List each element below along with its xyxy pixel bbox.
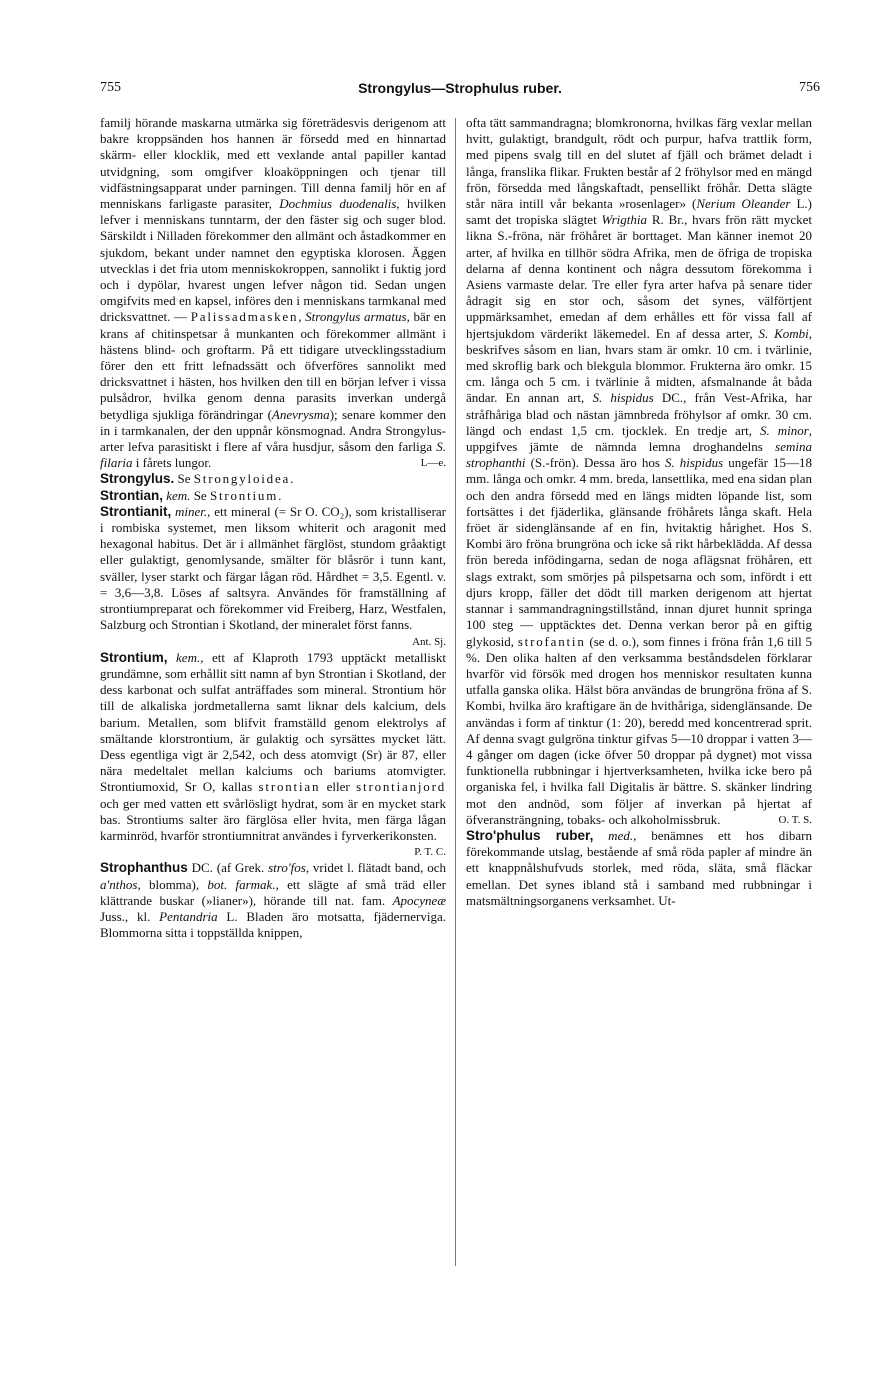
right-column <box>466 115 812 909</box>
author-signature: O. T. S. <box>778 813 812 826</box>
entry-strophanthus-continued: ofta tätt sammandragna; blomkronorna, hvilkas färg vexlar mellan hvitt, gulaktigt, brandgult, rödt och purpur, hafva trattlik form, med pipens svalg till en del slutet af fjäll och brämet deladt i långa, franslika flikar. Frukten består af 2 fröhylsor med en mängd frön, försedda med långskaftadt, pensellikt fröhår. Detta slägte står nära intill vår bekanta »rosenlager» (Nerium Oleander L.) samt det tropiska slägtet Wrigthia R. Br., hvars frön rätt mycket likna S.-fröna, när fröhåret är borttaget. Man känner inemot 20 arter, af hvilka en tillhör södra Afrika, men de öfriga de tropiska delarna af denna kontinent och några dessutom förekomma i Asiens varmaste delar. Tre eller fyra arter hafva på senare tider ådragit sig en stor och, såsom det synes, välförtjent uppmärksamhet, emedan af dem erhålles ett för vissa fall af hjertsjukdom värderikt läkemedel. En af dessa arter, S. Kombi, beskrifves såsom en lian, hvars stam är omkr. 10 cm. i tvärlinie, med skroflig bark och blekgula blommor. Frukterna äro omkr. 15 cm. långa och 5 cm. i tvärlinie å midten, afsmalnande åt båda ändar. En annan art, S. hispidus DC., från Vest-Afrika, har stråfhåriga blad och nästan jämnbreda fröhylsor af omkr. 30 cm. längd och endast 1,5 cm. tjocklek. En tredje art, S. minor, uppgifves jämte de nämnda lemna droghandelns semina strophanthi (S.-frön). Dessa äro hos S. hispidus ungefär 15—18 mm. långa och omkr. 4 mm. breda, lansettlika, med ena sidan plan och den andra försedd med en längs midten löpande list, som fortsättes i det fjäderlika, glänsande fröhårets långa skaft. Hela fröet är sidenglänsande af en fin, hvitaktig hårighet. Hos S. Kombi äro fröna brungröna och icke så rikt hårbeklädda. Af dessa frön bereda infödingarna, sedan de noga aflägsnat fröhåren, ett slags extrakt, som smörjes på pilspetsarna och som, infördt i ett djurs kropp, fäller det dödt till marken derigenom att hjertat stannar i sammandragningstillstånd, innan djuret hunnit springa 100 steg — upptäcktes det. Denna verkan beror på en giftig glykosid, strofantin (se d. o.), som finnes i fröna från 1,6 till 5 %. Den olika halten af den verksamma beståndsdelen förklarar hvarför vid försök med drogen hos menniskor resultaten kunna utfalla ganska olika. Hälst böra användas de brungröna fröna af S. Kombi, hvilka äro kraftigare än de hvithåriga, sidenglänsande. De användas i form af tinktur (1: 20), beredd med koncentrerad sprit. Af denna svagt gulgröna tinktur gifvas 5—10 droppar i vatten 3—4 gånger om dagen (icke öfver 50 droppar på dygnet) mot vissa funktionella rubbningar i hjertverksamheten, hvilka icke bero på organiska fel, i hvilka fall Digitalis är bättre. S. skänker lindring mot den andnöd, som följer af inverkan på hjertat af öfveransträngning, tobaks- och alkoholmissbruk. O. T. S. <box>466 115 813 827</box>
entry-strontianit: Strontianit, miner., ett mineral (= Sr O. CO₂), som kristalliserar i rombiska systemet, men liksom whiterit och aragonit med hexagonal habitus. Det är i allmänhet färglöst, stundom gråaktigt eller gulaktigt, genomlysande, smälter för blåsrör i tunn kant, sväller, lyser starkt och färgar lågan röd. Hårdhet = 3,5. Egentl. v. = 3,6—3,8. Löses af saltsyra. Användes för framställning af strontiumpreparat och förekommer vid Freiberg, Harz, Westfalen, Salzburg och Strontian i Skotland, der mineralet först fanns. Ant. Sj. <box>100 504 446 634</box>
entry-strontian: Strontian, kem. Se Strontium. <box>100 487 282 503</box>
entry-strophanthus: Strophanthus DC. (af Grek. stro'fos, vridet l. flätadt band, och a'nthos, blomma), bot. farmak., ett slägte af små träd eller klättrande buskar (»lianer»), hörande till nat. fam. Apocyneæ Juss., kl. Pentandria L. Bladen äro motsatta, fjädernerviga. Blommorna sitta i toppställda knippen, <box>100 860 447 941</box>
author-signature: L—e. <box>420 457 446 470</box>
entry-strontium: Strontium, kem., ett af Klaproth 1793 upptäckt metalliskt grundämne, som erhållit sitt namn af byn Strontian i Skotland, der dess karbonat och sulfat anträffades som mineral. Strontium hör till de alkaliska jordmetallerna samt liknar dels kalcium, dels barium. Metallen, som blifvit framställd genom elektrolys af smältande klorstrontium, är gulaktig och syrsättes mycket lätt. Dess egentliga vigt är 2,542, och dess atomvigt (Sr) är 87, eller nära medeltalet mellan kalciums och bariums atomvigter. Strontiumoxid, Sr O, kallas strontian eller strontianjord och ger med vatten ett svårlösligt hydrat, som är en mycket stark bas. Strontiums salter äro färglösa eller hvita, men färga lågan karminröd, hvarför strontiumnitrat användes i fyrverkerikonsten. P. T. C. <box>100 650 446 844</box>
entry-strophulus-ruber: Stro'phulus ruber, med., benämnes ett hos dibarn förekommande utslag, bestående af små röda papler af mindre än ett knappnålshufvuds storlek, med röda, släta, små fläckar emellan. Det synes ibland stå i samband med rubbningar i matsmältningsorganens verksamhet. Ut- <box>466 827 812 908</box>
lemma: Strontium, <box>100 649 168 665</box>
page-number-right: 756 <box>799 80 820 95</box>
left-column <box>100 115 446 941</box>
lemma: Strontianit, <box>100 503 172 519</box>
lemma: Stro'phulus ruber, <box>466 827 594 843</box>
column-divider <box>455 118 456 1266</box>
page-header <box>100 80 820 104</box>
author-signature: P. T. C. <box>414 846 446 859</box>
lemma: Strongylus. <box>100 471 175 487</box>
running-head: Strongylus—Strophulus ruber. <box>358 80 562 96</box>
lemma: Strontian, <box>100 487 163 503</box>
entry-strongylus: Strongylus. Se Strongyloidea. <box>100 471 294 487</box>
lemma: Strophanthus <box>100 860 188 876</box>
author-signature: Ant. Sj. <box>412 635 446 648</box>
page-number-left: 755 <box>100 80 121 95</box>
entry-continuation: familj hörande maskarna utmärka sig företrädesvis derigenom att bakre kroppsänden hos hannen är försedd med en hinnartad skärm- eller klocklik, med ett vexlande antal papiller kantad utvidgning, som omgifver kloaköppningen och tjenar till vidfästningsapparat under parningen. Till denna familj hör en af menniskans farligaste parasiter, Dochmius duodenalis, hvilken lefver i menniskans tunntarm, der den fäster sig och suger blod. Särskildt i Nilladen förekommer den allmänt och åstadkommer en sjukdom, bekant under namnet den egyptiska klorosen. Äggen utvecklas i det fria utom menniskokroppen, sannolikt i fuktig jord och i dypölar, hvarest ungen lefver någon tid. Sedan ungen omgifvits med en kapsel, införes den i menniskans tarmkanal med dricksvattnet. — Palissadmasken, Strongylus armatus, bär en krans af chitinspetsar å munkanten och förekommer allmänt i hästens blind- och groftarm. På ett tidigare utvecklingsstadium förer den ett fritt lefnadssätt och öfverföres sannolikt med dricksvattnet i hästen, hos hvilken den till en början lefver i vissa pulsådror, hvilka genom denna parasits inverkan undergå betydliga sjukliga förändringar (Anevrysma); senare kommer den in i tarmkanalen, der den uppnår könsmognad. Andra Strongylus-arter lefva parasitiskt i flere af våra husdjur, såsom den farliga S. filaria i fårets lungor. L—e. <box>100 115 446 471</box>
